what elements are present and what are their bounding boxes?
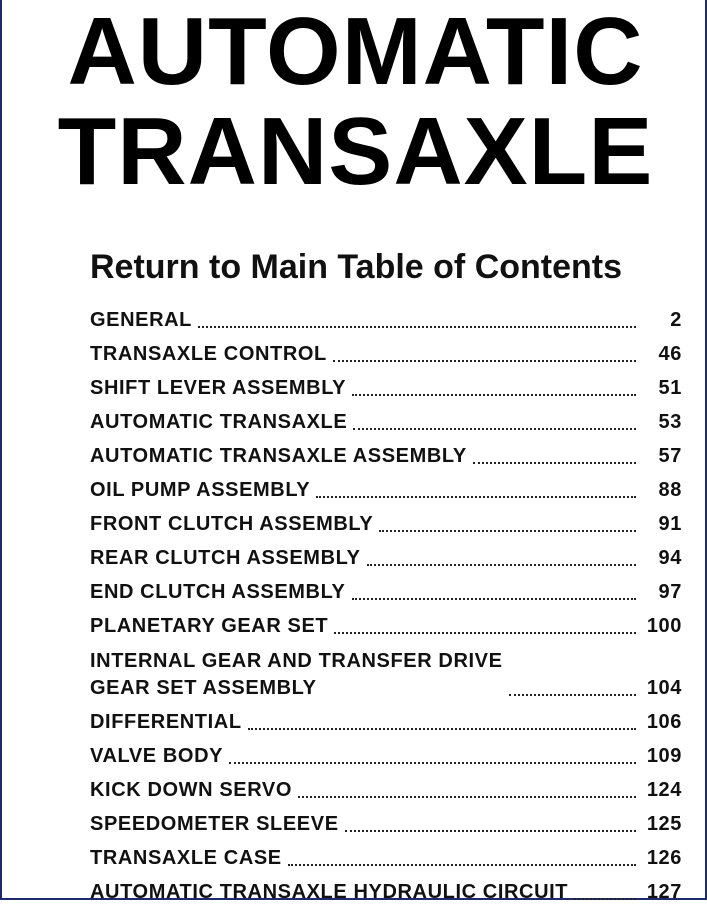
toc-item-label: DIFFERENTIAL [90,711,242,733]
toc-item-label-line-2: GEAR SET ASSEMBLY [90,677,317,699]
toc-item-label: PLANETARY GEAR SET [90,615,329,637]
toc-item-page: 104 [646,677,682,699]
dot-leader [509,694,636,696]
title-line-2: TRANSAXLE [57,98,654,205]
toc-item-planetary-gear-set[interactable] [90,606,682,640]
toc-item-page: 106 [646,711,682,733]
dot-leader [345,830,636,832]
toc-item-page: 109 [646,745,682,767]
toc-item-label [90,648,503,702]
toc-item-label: END CLUTCH ASSEMBLY [90,581,346,603]
toc-item-page: 125 [646,813,682,835]
toc-item-page: 94 [658,547,682,569]
toc-item-general[interactable] [90,300,682,334]
toc-item-label: TRANSAXLE CONTROL [90,343,327,365]
toc-item-label: KICK DOWN SERVO [90,779,292,801]
toc-item-page: 124 [646,779,682,801]
toc-item-page: 127 [646,881,682,903]
toc-item-label: SPEEDOMETER SLEEVE [90,813,339,835]
dot-leader [473,462,636,464]
toc-item-rear-clutch-assembly[interactable] [90,538,682,572]
toc-item-label: AUTOMATIC TRANSAXLE HYDRAULIC CIRCUIT [90,881,569,903]
toc-item-automatic-transaxle-assembly[interactable] [90,436,682,470]
dot-leader [333,360,636,362]
toc-item-valve-body[interactable] [90,736,682,770]
dot-leader [367,564,636,566]
toc-item-label: FRONT CLUTCH ASSEMBLY [90,513,374,535]
toc-item-page: 100 [646,615,682,637]
toc-item-speedometer-sleeve[interactable] [90,804,682,838]
dot-leader [316,496,636,498]
toc-item-label: REAR CLUTCH ASSEMBLY [90,547,361,569]
toc-item-front-clutch-assembly[interactable] [90,504,682,538]
toc-item-automatic-transaxle[interactable] [90,402,682,436]
dot-leader [248,728,636,730]
table-of-contents [90,300,682,906]
toc-item-page: 53 [658,411,682,433]
dot-leader [352,394,636,396]
toc-item-oil-pump-assembly[interactable] [90,470,682,504]
toc-item-label: TRANSAXLE CASE [90,847,282,869]
dot-leader [298,796,636,798]
toc-item-automatic-transaxle-hydraulic-circuit[interactable] [90,872,682,906]
dot-leader [352,598,637,600]
toc-item-internal-gear-transfer-drive[interactable] [90,640,682,702]
title-line-1: AUTOMATIC [67,0,644,105]
toc-item-transaxle-control[interactable] [90,334,682,368]
toc-item-kick-down-servo[interactable] [90,770,682,804]
toc-item-label: AUTOMATIC TRANSAXLE [90,411,348,433]
toc-item-page: 97 [658,581,682,603]
dot-leader [229,762,636,764]
dot-leader [353,428,636,430]
toc-item-label: AUTOMATIC TRANSAXLE ASSEMBLY [90,445,467,467]
toc-item-differential[interactable] [90,702,682,736]
dot-leader [334,632,636,634]
toc-item-page: 91 [658,513,682,535]
toc-item-page: 57 [658,445,682,467]
toc-item-label: GENERAL [90,309,192,331]
toc-item-shift-lever-assembly[interactable] [90,368,682,402]
toc-item-page: 88 [658,479,682,501]
return-to-main-toc-link[interactable]: Return to Main Table of Contents [90,248,623,286]
toc-item-label: SHIFT LEVER ASSEMBLY [90,377,347,399]
dot-leader [288,864,636,866]
dot-leader [198,326,636,328]
toc-item-page: 51 [658,377,682,399]
toc-item-page: 46 [658,343,682,365]
dot-leader [379,530,636,532]
toc-item-label: OIL PUMP ASSEMBLY [90,479,311,501]
toc-item-transaxle-case[interactable] [90,838,682,872]
toc-item-end-clutch-assembly[interactable] [90,572,682,606]
toc-item-label: VALVE BODY [90,745,224,767]
toc-item-label-line-1: INTERNAL GEAR AND TRANSFER DRIVE [90,650,503,672]
toc-item-page: 126 [646,847,682,869]
toc-item-page: 2 [670,309,682,331]
